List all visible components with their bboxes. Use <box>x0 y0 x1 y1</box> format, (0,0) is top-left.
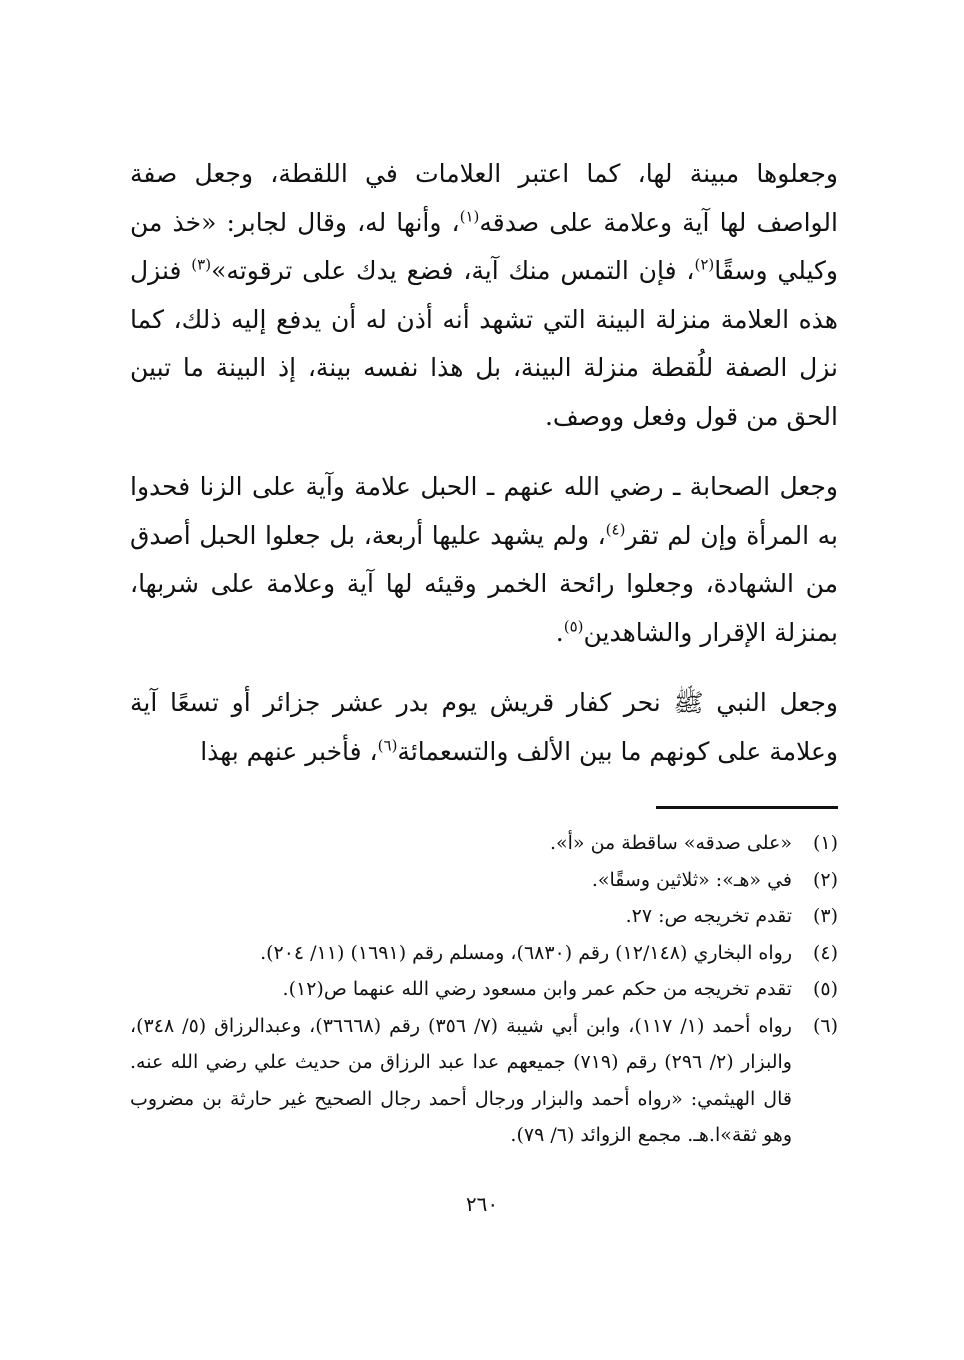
footnote-text: رواه البخاري (١٢/١٤٨) رقم (٦٨٣٠)، ومسلم رقم (١٦٩١) (١١/ ٢٠٤). <box>260 941 792 964</box>
footnote-item <box>130 935 838 972</box>
footnote-text: تقدم تخريجه ص: ٢٧. <box>625 905 792 927</box>
footnote-number: (٤) <box>812 941 838 964</box>
paragraph-text: ، فأخبر عنهم بهذا <box>200 736 378 766</box>
footnotes <box>130 825 838 1154</box>
footnote-text: «على صدقه» ساقطة من «أ». <box>549 832 792 854</box>
footnote-separator <box>656 806 838 809</box>
footnote-separator-wrap <box>130 792 838 809</box>
footnote-reference: (٦) <box>377 736 398 755</box>
footnote-reference: (٣) <box>191 255 212 274</box>
footnote-number: (٥) <box>812 978 838 1000</box>
paragraph <box>130 463 838 657</box>
footnote-item <box>130 862 838 899</box>
footnote-item <box>130 898 838 935</box>
paragraph-text: فنزل هذه العلامة منزلة البينة التي تشهد أنه أذن له أن يدفع إليه ذلك، كما نزل الصفة للُقطة منزلة البينة، بل هذا نفسه بينة، إذ البينة ما تبين الحق من قول وفعل ووصف. <box>130 256 838 431</box>
body-text <box>130 150 838 776</box>
footnote-number: (٢) <box>812 868 838 891</box>
footnote-item <box>130 1008 838 1154</box>
paragraph-text: . <box>555 617 564 647</box>
footnote-item <box>130 971 838 1008</box>
paragraph <box>130 150 838 441</box>
paragraph <box>130 679 838 776</box>
page-number: ٢٦٠ <box>465 1192 499 1216</box>
footnote-reference: (٥) <box>563 617 584 636</box>
footnote-item <box>130 825 838 862</box>
paragraph-text: وجعل الصحابة ـ رضي الله عنهم ـ الحبل علامة وآية على الزنا فحدوا به المرأة وإن لم تقر <box>130 472 838 550</box>
paragraph-text: ، وأنها له، وقال لجابر: «خذ من وكيلي وسقًا <box>130 207 838 285</box>
paragraph-text: ، ولم يشهد عليها أربعة، بل جعلوا الحبل أصدق من الشهادة، وجعلوا رائحة الخمر وقيئه لها آية وعلامة على شربها، بمنزلة الإقرار والشاهدين <box>130 520 838 647</box>
footnote-number: (٦) <box>812 1014 838 1037</box>
footnote-reference: (١) <box>459 207 480 226</box>
footnote-number: (١) <box>812 832 838 854</box>
paragraph-text: وجعلوها مبينة لها، كما اعتبر العلامات في اللقطة، وجعل صفة الواصف لها آية وعلامة على صدقه <box>130 159 838 237</box>
footnote-reference: (٢) <box>694 255 715 274</box>
footnote-number: (٣) <box>812 905 838 927</box>
page-content <box>130 150 838 1154</box>
footnote-text: رواه أحمد (١/ ١١٧)، وابن أبي شيبة (٧/ ٣٥٦) رقم (٣٦٦٦٨)، وعبدالرزاق (٥/ ٣٤٨)، والبزار (٢/ ٢٩٦) رقم (٧١٩) جميعهم عدا عبد الرزاق من حديث علي رضي الله عنه. قال الهيثمي: «رواه أحمد والبزار ورجال أحمد رجال الصحيح غير حارثة بن مضروب وهو ثقة»ا.هـ. مجمع الزوائد (٦/ ٧٩). <box>130 1014 792 1146</box>
footnote-text: في «هـ»: «ثلاثين وسقًا». <box>591 868 792 891</box>
footnote-text: تقدم تخريجه من حكم عمر وابن مسعود رضي الله عنهما ص(١٢). <box>282 978 792 1000</box>
paragraph-text: ، فإن التمس منك آية، فضع يدك على ترقوته» <box>211 256 695 285</box>
paragraph-text: وجعل النبي ﷺ نحر كفار قريش يوم بدر عشر جزائر أو تسعًا آية وعلامة على كونهم ما بين الألف والتسعمائة <box>130 688 838 766</box>
footnote-reference: (٤) <box>605 520 626 539</box>
